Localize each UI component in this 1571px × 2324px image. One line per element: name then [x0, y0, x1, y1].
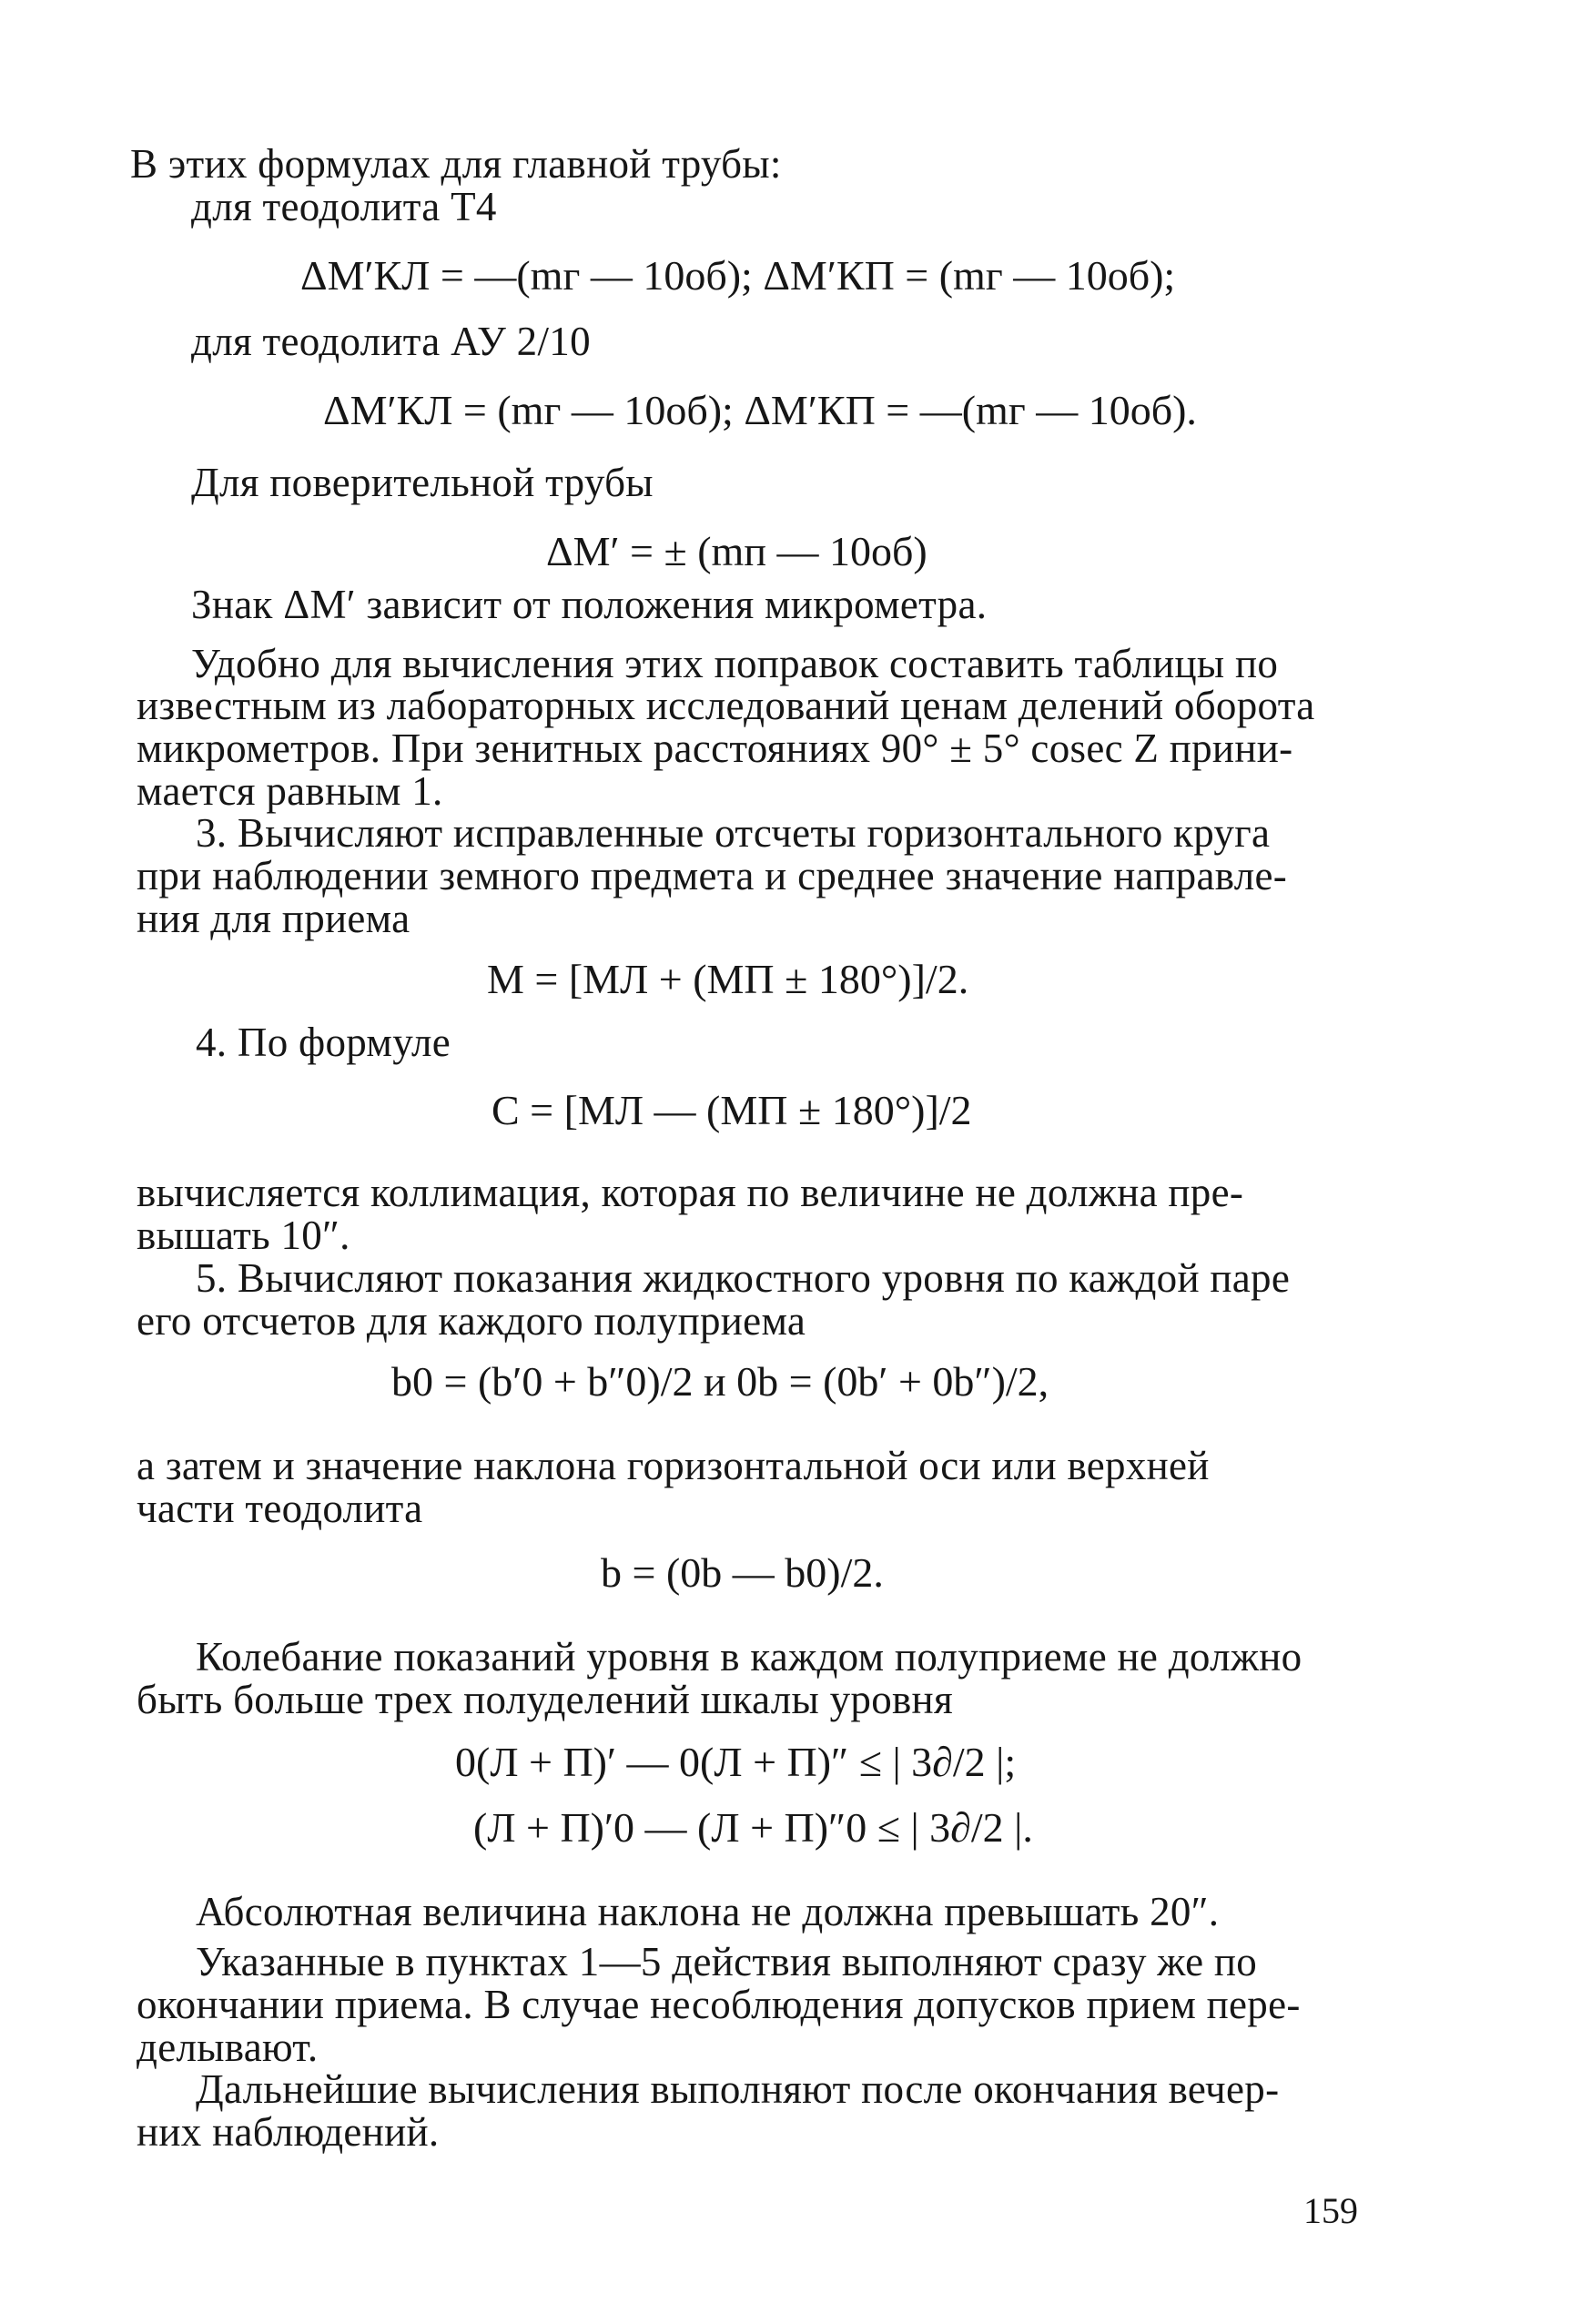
text-line: В этих формулах для главной трубы:	[130, 141, 782, 187]
formula-9: (Л + П)′0 — (Л + П)″0 ≤ | 3∂/2 |.	[473, 1804, 1033, 1851]
text-line: вышать 10″.	[137, 1213, 350, 1258]
text-line: микрометров. При зенитных расстояниях 90° ± 5° cosec Z прини-	[137, 726, 1293, 771]
text-line: Для поверительной трубы	[191, 460, 654, 505]
text-line: Знак ΔM′ зависит от положения микрометра.	[191, 582, 988, 627]
text-line: мается равным 1.	[137, 768, 443, 814]
text-line: а затем и значение наклона горизонтальной оси или верхней	[137, 1443, 1210, 1488]
formula-4: M = [МЛ + (МП ± 180°)]/2.	[487, 956, 969, 1002]
text-line: них наблюдений.	[137, 2109, 440, 2155]
text-line: Абсолютная величина наклона не должна превышать 20″.	[196, 1889, 1220, 1934]
text-line: части теодолита	[137, 1486, 423, 1531]
text-line: Дальнейшие вычисления выполняют после окончания вечер-	[196, 2066, 1280, 2112]
text-line: для теодолита АУ 2/10	[191, 319, 591, 364]
formula-7: b = (0b — b0)/2.	[601, 1549, 884, 1596]
formula-1: ΔM′КЛ = —(mг — 10об); ΔM′КП = (mг — 10об);	[300, 252, 1176, 299]
text-line: ния для приема	[137, 896, 410, 941]
formula-8: 0(Л + П)′ — 0(Л + П)″ ≤ | 3∂/2 |;	[455, 1739, 1017, 1785]
text-line: 4. По формуле	[196, 1020, 451, 1065]
text-line: его отсчетов для каждого полуприема	[137, 1298, 806, 1344]
text-line: окончании приема. В случае несоблюдения допусков прием пере-	[137, 1982, 1301, 2027]
formula-6: b0 = (b′0 + b″0)/2 и 0b = (0b′ + 0b″)/2,	[391, 1358, 1049, 1405]
text-line: 3. Вычисляют исправленные отсчеты горизонтального круга	[196, 810, 1271, 856]
text-line: быть больше трех полуделений шкалы уровня	[137, 1677, 953, 1722]
formula-2: ΔM′КЛ = (mг — 10об); ΔM′КП = —(mг — 10об).	[323, 387, 1197, 433]
formula-3: ΔM′ = ± (mп — 10об)	[546, 528, 927, 574]
text-line: Колебание показаний уровня в каждом полуприеме не должно	[196, 1634, 1302, 1680]
text-line: вычисляется коллимация, которая по величине не должна пре-	[137, 1170, 1244, 1215]
text-line: делывают.	[137, 2025, 319, 2070]
formula-5: C = [МЛ — (МП ± 180°)]/2	[492, 1087, 972, 1133]
text-line: Указанные в пунктах 1—5 действия выполняют сразу же по	[196, 1939, 1258, 1984]
text-line: при наблюдении земного предмета и среднее значение направле-	[137, 853, 1288, 898]
page-number: 159	[1303, 2190, 1358, 2231]
text-line: для теодолита Т4	[191, 184, 497, 229]
text-line: Удобно для вычисления этих поправок составить таблицы по	[191, 641, 1279, 686]
text-line: 5. Вычисляют показания жидкостного уровня по каждой паре	[196, 1255, 1291, 1301]
text-line: известным из лабораторных исследований ценам делений оборота	[137, 683, 1315, 728]
